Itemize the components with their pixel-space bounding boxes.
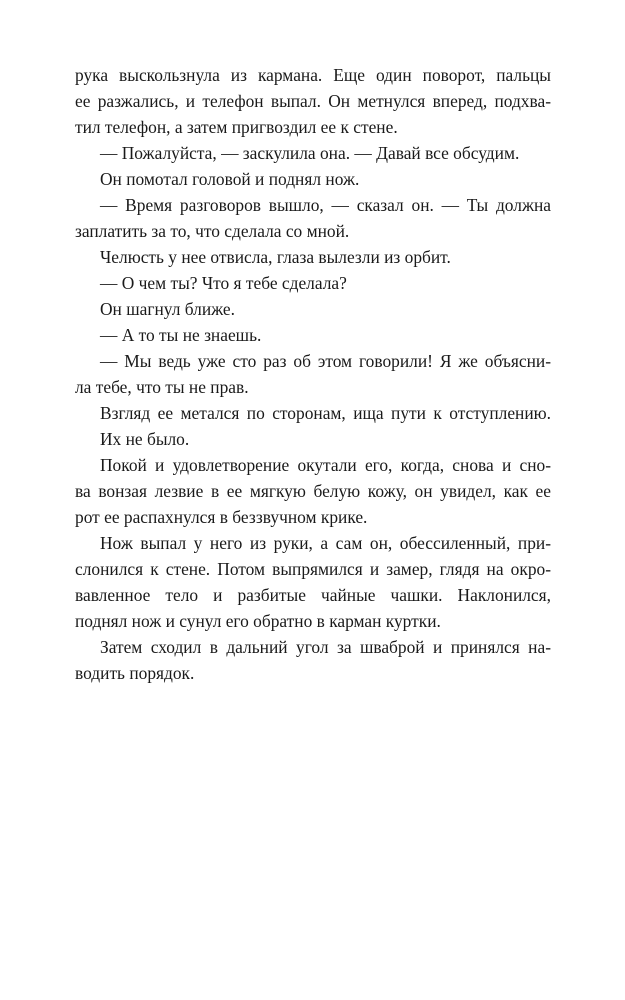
body-text [75,62,551,686]
text-line: ла тебе, что ты не прав. [75,377,249,397]
text-line: заплатить за то, что сделала со мной. [75,221,350,241]
text-line: Взгляд ее метался по сторонам, ища пути к отступлению. [100,403,551,423]
text-line: слонился к стене. Потом выпрямился и замер, глядя на окро- [75,559,551,579]
text-line: Челюсть у нее отвисла, глаза вылезли из орбит. [100,247,451,267]
text-line: — Время разговоров вышло, — сказал он. — Ты должна [100,195,551,215]
text-line: Он помотал головой и поднял нож. [100,169,360,189]
text-line: водить порядок. [75,663,195,683]
text-line: ва вонзая лезвие в ее мягкую белую кожу, он увидел, как ее [75,481,551,501]
text-line: поднял нож и сунул его обратно в карман куртки. [75,611,441,631]
text-line: — А то ты не знаешь. [100,325,262,345]
text-line: Покой и удовлетворение окутали его, когда, снова и сно- [100,455,551,475]
text-line: Их не было. [100,429,190,449]
text-line: — О чем ты? Что я тебе сделала? [100,273,347,293]
text-line: Он шагнул ближе. [100,299,235,319]
text-line: — Мы ведь уже сто раз об этом говорили! Я же объясни- [100,351,551,371]
text-line: рука выскользнула из кармана. Еще один поворот, пальцы [75,65,551,85]
text-line: Нож выпал у него из руки, а сам он, обессиленный, при- [100,533,551,553]
text-line: Затем сходил в дальний угол за шваброй и принялся на- [100,637,551,657]
text-line: ее разжались, и телефон выпал. Он метнулся вперед, подхва- [75,91,551,111]
text-line: тил телефон, а затем пригвоздил ее к стене. [75,117,398,137]
text-line: вавленное тело и разбитые чайные чашки. Наклонился, [75,585,551,605]
text-line: рот ее распахнулся в беззвучном крике. [75,507,368,527]
text-line: — Пожалуйста, — заскулила она. — Давай все обсудим. [100,143,520,163]
